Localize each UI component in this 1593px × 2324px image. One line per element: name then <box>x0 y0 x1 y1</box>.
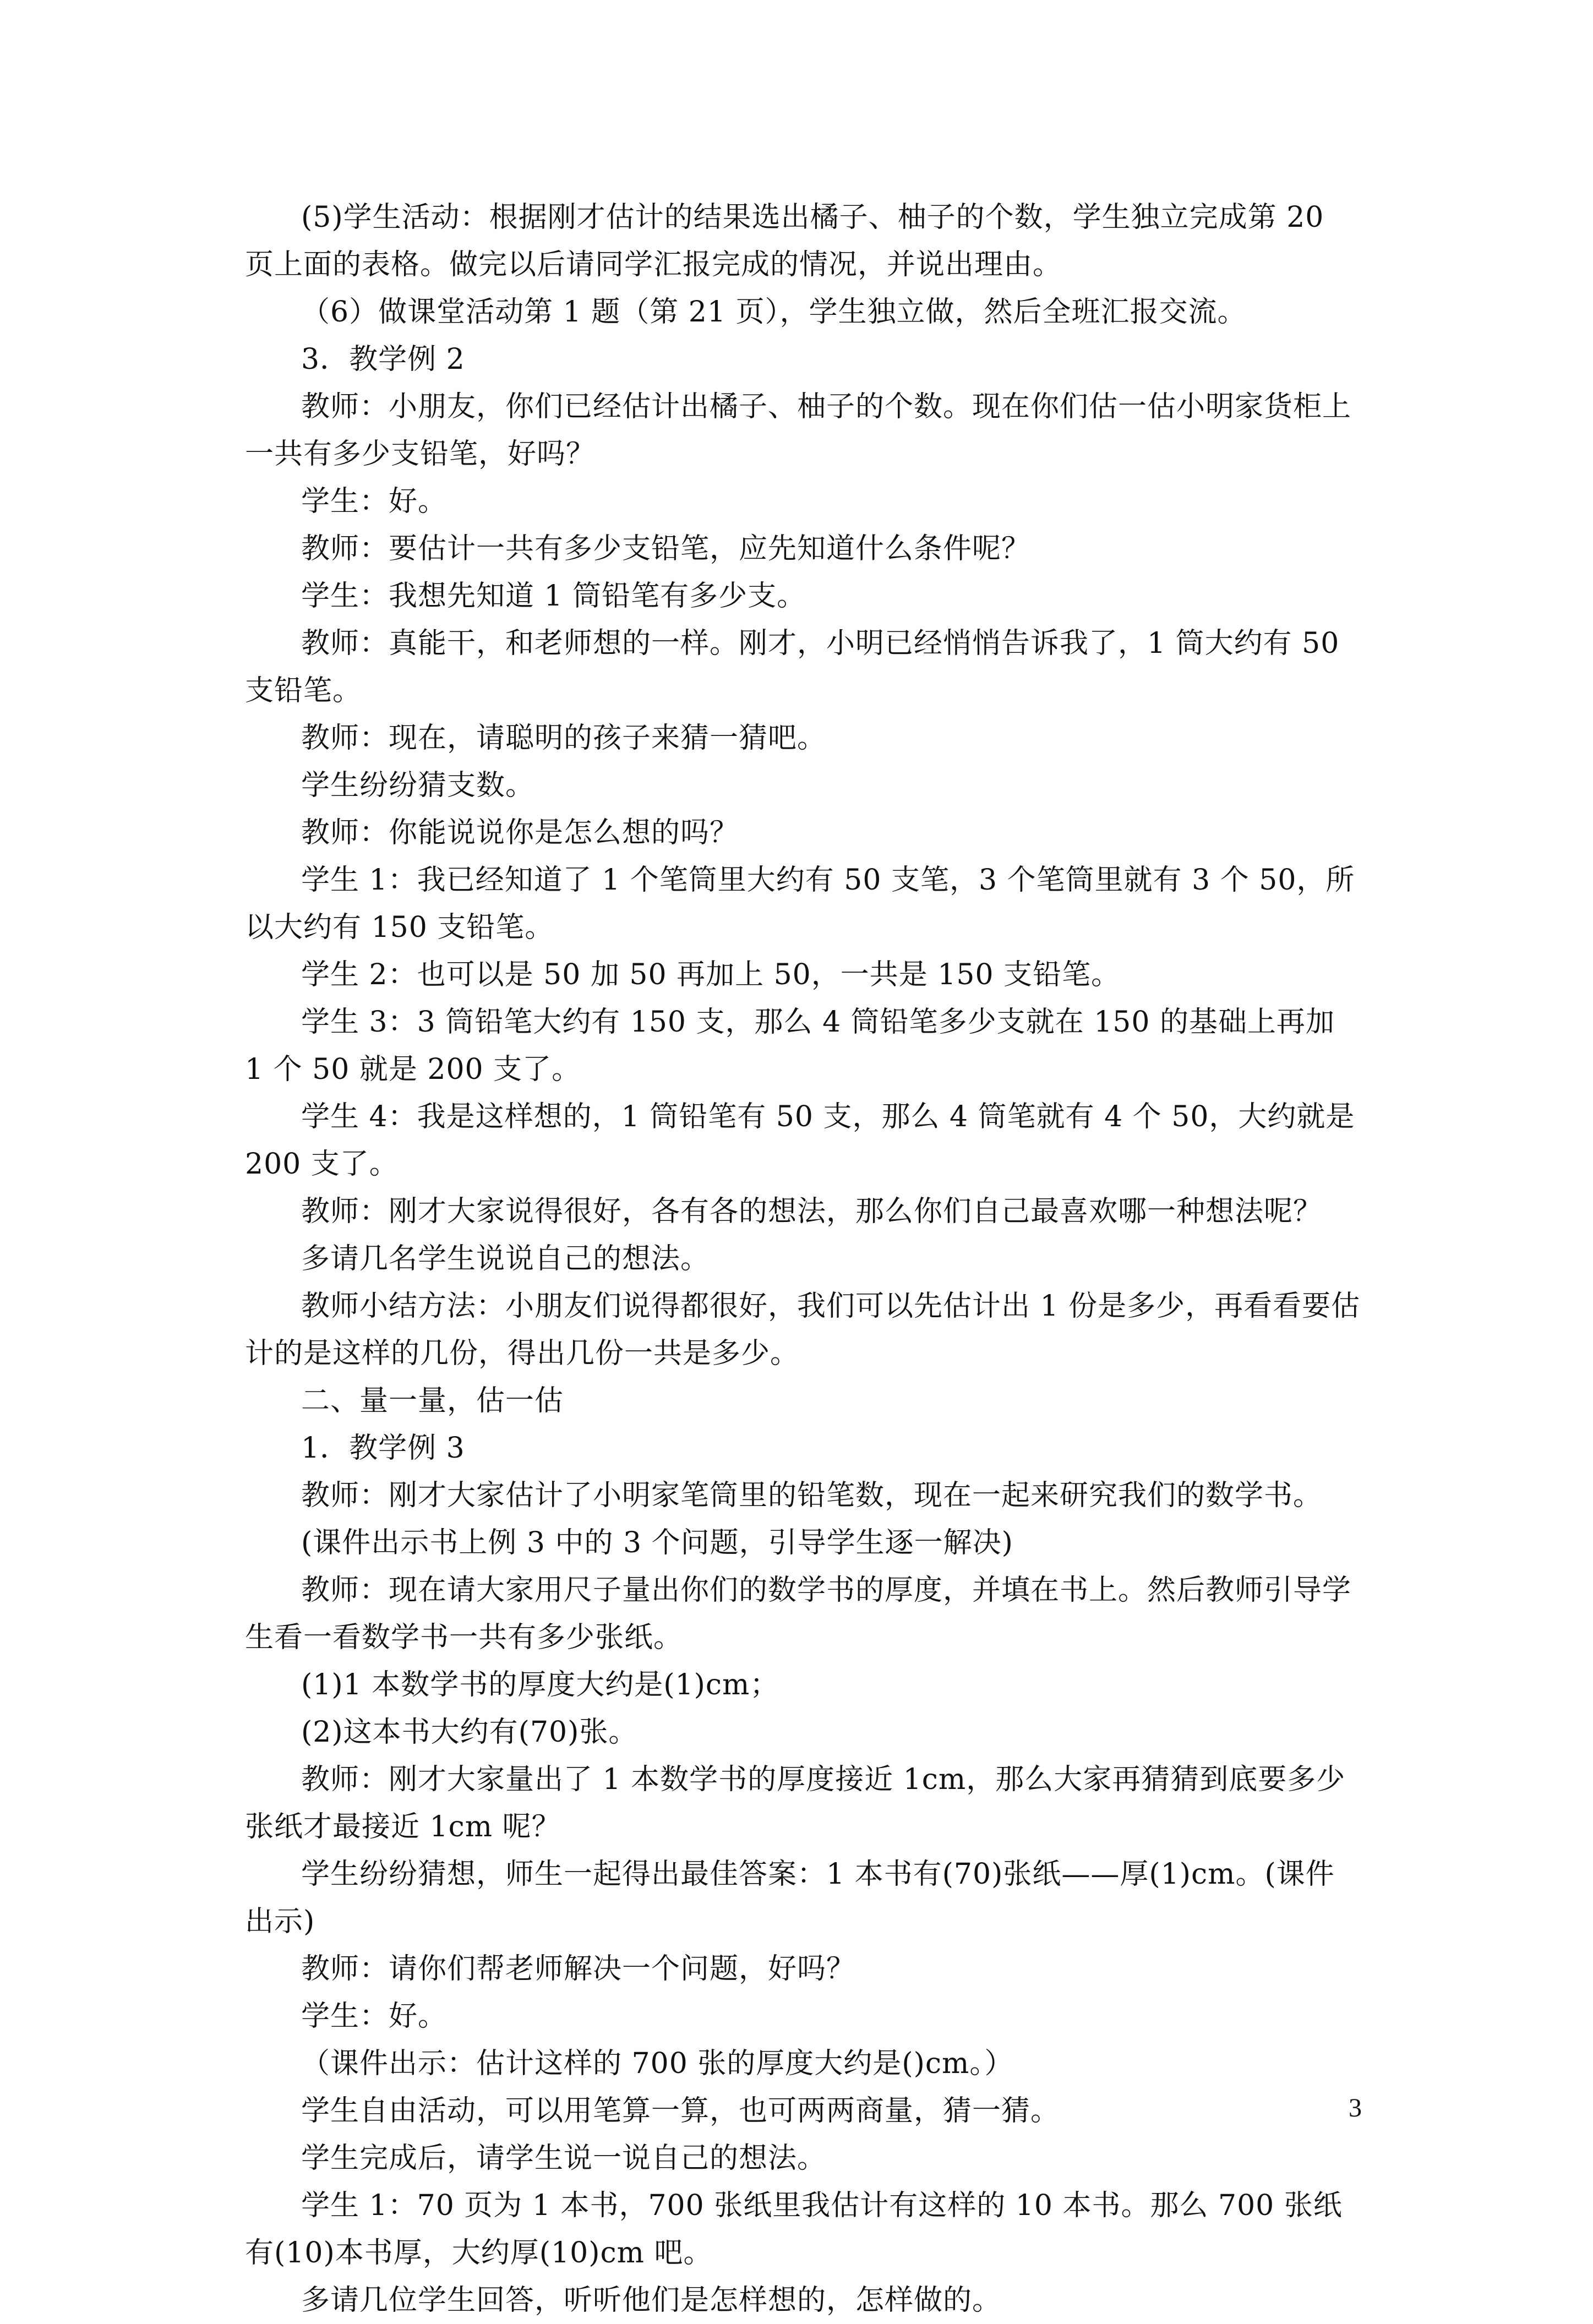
heading-example-3: 1．教学例 3 <box>301 1432 465 1465</box>
paragraph-courseware-questions: (课件出示书上例 3 中的 3 个问题，引导学生逐一解决) <box>301 1526 1013 1559</box>
paragraph-teacher-one-cm: 教师：刚才大家量出了 1 本数学书的厚度接近 1cm，那么大家再猜猜到底要多少张纸才最接近 1cm 呢？ <box>245 1763 1346 1843</box>
paragraph-teacher-measure: 教师：现在请大家用尺子量出你们的数学书的厚度，并填在书上。然后教师引导学生看一看数学书一共有多少张纸。 <box>245 1574 1352 1654</box>
page-number: 3 <box>1349 2093 1362 2123</box>
paragraph-students-share: 学生完成后，请学生说一说自己的想法。 <box>301 2142 827 2175</box>
heading-example-2: 3．教学例 2 <box>301 343 465 376</box>
paragraph-student-2-answer: 学生 2：也可以是 50 加 50 再加上 50，一共是 150 支铅笔。 <box>301 958 1121 991</box>
paragraph-more-answers: 多请几位学生回答，听听他们是怎样想的，怎样做的。 <box>301 2284 1002 2317</box>
paragraph-student-3-answer: 学生 3：3 筒铅笔大约有 150 支，那么 4 筒铅笔多少支就在 150 的基础上再加 1 个 50 就是 200 支了。 <box>245 1006 1335 1086</box>
paragraph-best-answer: 学生纷纷猜想，师生一起得出最佳答案：1 本书有(70)张纸——厚(1)cm。(课件出示) <box>245 1858 1335 1938</box>
paragraph-class-activity-6: （6）做课堂活动第 1 题（第 21 页），学生独立做，然后全班汇报交流。 <box>301 296 1247 329</box>
paragraph-more-students: 多请几名学生说说自己的想法。 <box>301 1242 710 1275</box>
paragraph-teacher-help: 教师：请你们帮老师解决一个问题，好吗？ <box>301 1952 856 1985</box>
paragraph-student-1-answer: 学生 1：我已经知道了 1 个笔筒里大约有 50 支笔，3 个笔筒里就有 3 个 50，所以大约有 150 支铅笔。 <box>245 864 1355 944</box>
paragraph-teacher-question-pencils: 教师：小朋友，你们已经估计出橘子、柚子的个数。现在你们估一估小明家货柜上一共有多少支铅笔，好吗？ <box>245 390 1352 471</box>
list-item-book-pages: (2)这本书大约有(70)张。 <box>301 1716 638 1749</box>
paragraph-teacher-explain: 教师：你能说说你是怎么想的吗？ <box>301 816 739 849</box>
paragraph-student-ok-2: 学生：好。 <box>301 2000 448 2033</box>
paragraph-free-activity: 学生自由活动，可以用笔算一算，也可两两商量，猜一猜。 <box>301 2094 1060 2127</box>
paragraph-teacher-condition: 教师：要估计一共有多少支铅笔，应先知道什么条件呢？ <box>301 532 1031 565</box>
paragraph-teacher-fifty: 教师：真能干，和老师想的一样。刚才，小明已经悄悄告诉我了，1 筒大约有 50 支铅笔。 <box>245 627 1340 707</box>
paragraph-student-activity-5: (5)学生活动：根据刚才估计的结果选出橘子、柚子的个数，学生独立完成第 20 页上面的表格。做完以后请同学汇报完成的情况，并说出理由。 <box>245 201 1324 281</box>
paragraph-student-700-answer: 学生 1：70 页为 1 本书，700 张纸里我估计有这样的 10 本书。那么 700 张纸有(10)本书厚，大约厚(10)cm 吧。 <box>245 2189 1343 2270</box>
paragraph-teacher-guess: 教师：现在，请聪明的孩子来猜一猜吧。 <box>301 722 827 755</box>
paragraph-student-ok-1: 学生：好。 <box>301 485 448 518</box>
paragraph-students-guess: 学生纷纷猜支数。 <box>301 769 535 802</box>
document-body <box>245 194 1362 2324</box>
paragraph-courseware-700-sheets: （课件出示：估计这样的 700 张的厚度大约是()cm。） <box>301 2047 1014 2080</box>
paragraph-teacher-summary: 教师小结方法：小朋友们说得都很好，我们可以先估计出 1 份是多少，再看看要估计的是这样的几份，得出几份一共是多少。 <box>245 1290 1361 1370</box>
paragraph-teacher-math-book: 教师：刚才大家估计了小明家笔筒里的铅笔数，现在一起来研究我们的数学书。 <box>301 1479 1323 1512</box>
paragraph-student-4-answer: 学生 4：我是这样想的，1 筒铅笔有 50 支，那么 4 筒笔就有 4 个 50，大约就是 200 支了。 <box>245 1100 1355 1181</box>
paragraph-teacher-favorite: 教师：刚才大家说得很好，各有各的想法，那么你们自己最喜欢哪一种想法呢？ <box>301 1195 1323 1228</box>
heading-measure-estimate: 二、量一量，估一估 <box>301 1384 564 1417</box>
paragraph-student-condition: 学生：我想先知道 1 筒铅笔有多少支。 <box>301 580 806 613</box>
list-item-book-thickness: (1)1 本数学书的厚度大约是(1)cm； <box>301 1668 779 1701</box>
